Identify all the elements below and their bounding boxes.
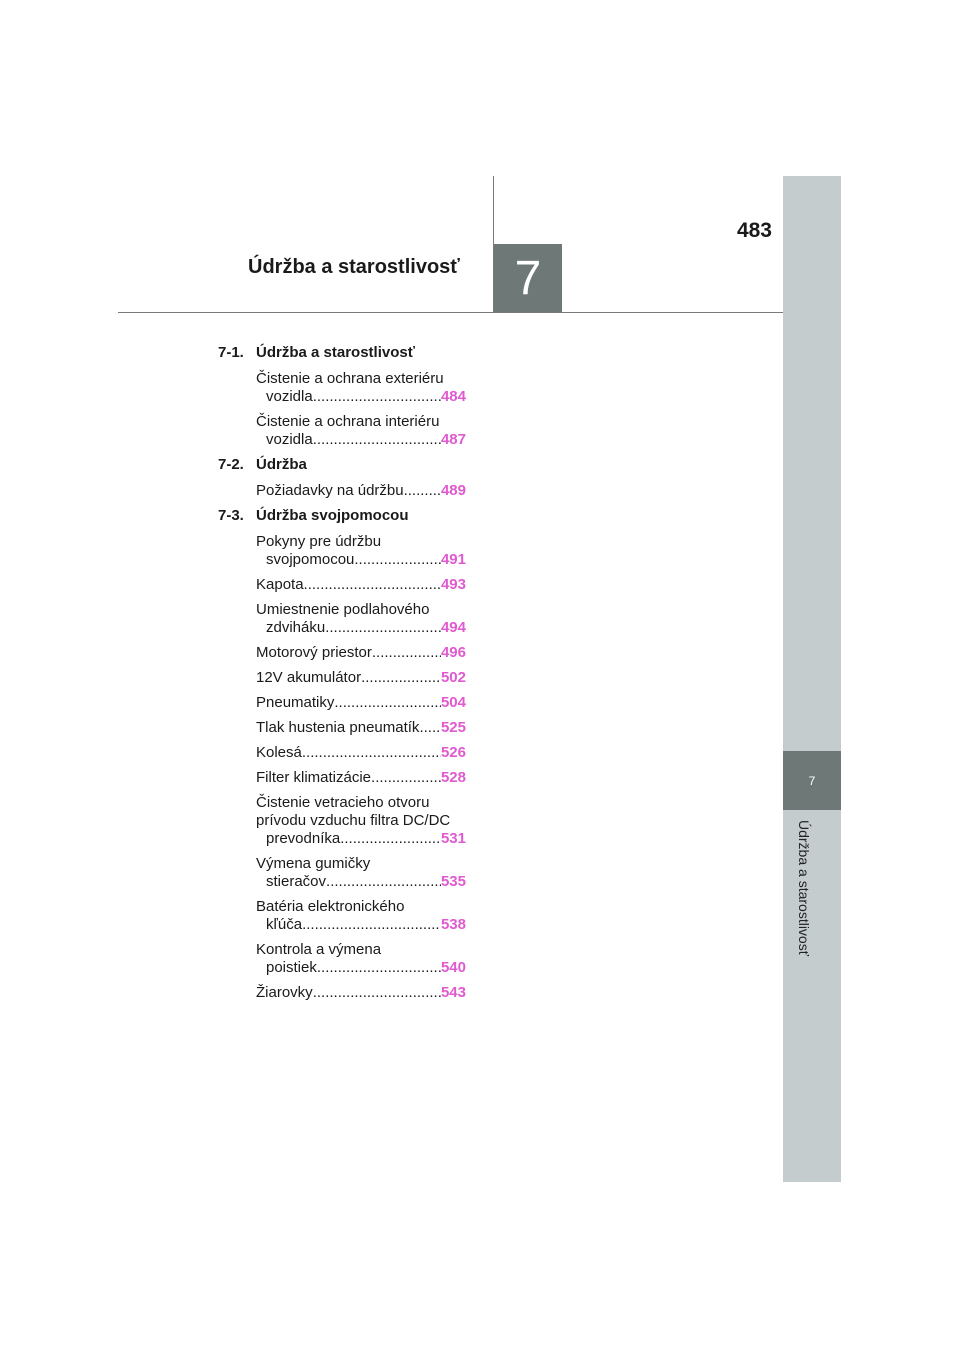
- toc-entry[interactable]: [256, 855, 466, 891]
- toc-entry[interactable]: [256, 370, 466, 406]
- toc-entry[interactable]: [256, 533, 466, 569]
- dot-leader: [313, 984, 441, 1002]
- entry-leader-line: [256, 694, 466, 712]
- entry-leader-line: [266, 551, 466, 569]
- page-number: 483: [736, 219, 772, 242]
- entry-text-line: Kontrola a výmena: [256, 941, 382, 958]
- entry-leader-line: [256, 744, 466, 762]
- toc-entry[interactable]: [256, 413, 466, 449]
- header-rule: [118, 312, 783, 313]
- entry-text-line: Požiadavky na údržbu: [256, 482, 404, 499]
- dot-leader: [334, 694, 441, 712]
- entry-text-line: Pneumatiky: [256, 694, 335, 711]
- entry-text-line: Čistenie a ochrana exteriéru: [256, 370, 444, 387]
- entry-page-link[interactable]: 504: [440, 694, 466, 711]
- toc-entry[interactable]: [256, 644, 466, 662]
- dot-leader: [313, 388, 441, 406]
- entry-text-line: Motorový priestor: [256, 644, 372, 661]
- dot-leader: [372, 644, 441, 662]
- entry-text-line: Výmena gumičky: [256, 855, 371, 872]
- entry-page-link[interactable]: 487: [440, 431, 466, 448]
- entry-text-line: Čistenie a ochrana interiéru: [256, 413, 440, 430]
- section-title: Údržba a starostlivosť: [256, 344, 415, 361]
- entry-text-line: Čistenie vetracieho otvoru: [256, 794, 430, 811]
- side-tab-number[interactable]: 7: [783, 751, 841, 810]
- dot-leader: [302, 744, 441, 762]
- toc-entry[interactable]: [256, 576, 466, 594]
- entry-page-link[interactable]: 491: [440, 551, 466, 568]
- dot-leader: [419, 719, 441, 737]
- dot-leader: [404, 482, 441, 500]
- toc-section-heading: [218, 507, 466, 525]
- entry-text-line: svojpomocou: [266, 551, 355, 568]
- entry-text-line: Kapota: [256, 576, 304, 593]
- entry-leader-line: [256, 984, 466, 1002]
- entry-text-line: poistiek: [266, 959, 317, 976]
- entry-text-line: prevodníka: [266, 830, 341, 847]
- entry-leader-line: [266, 916, 466, 934]
- entry-text-line: stieračov: [266, 873, 327, 890]
- entry-leader-line: [266, 959, 466, 977]
- entry-leader-line: [256, 669, 466, 687]
- entry-text-line: Pokyny pre údržbu: [256, 533, 382, 550]
- entry-page-link[interactable]: 494: [440, 619, 466, 636]
- entry-leader-line: [266, 431, 466, 449]
- entry-leader-line: [256, 576, 466, 594]
- dot-leader: [313, 431, 441, 449]
- entry-text-line: Kolesá: [256, 744, 302, 761]
- entry-page-link[interactable]: 535: [440, 873, 466, 890]
- entry-page-link[interactable]: 540: [440, 959, 466, 976]
- entry-page-link[interactable]: 531: [440, 830, 466, 847]
- side-strip: [783, 176, 841, 1182]
- section-number: 7-2.: [218, 456, 244, 473]
- dot-leader: [304, 576, 441, 594]
- dot-leader: [361, 669, 441, 687]
- toc-entry[interactable]: [256, 941, 466, 977]
- chapter-title: Údržba a starostlivosť: [248, 256, 460, 278]
- section-number: 7-1.: [218, 344, 244, 361]
- entry-text-line: Umiestnenie podlahového: [256, 601, 430, 618]
- dot-leader: [340, 830, 441, 848]
- toc-entry[interactable]: [256, 769, 466, 787]
- entry-text-line: 12V akumulátor: [256, 669, 362, 686]
- toc-entry[interactable]: [256, 794, 466, 848]
- entry-leader-line: [256, 719, 466, 737]
- toc-entry[interactable]: [256, 898, 466, 934]
- entry-leader-line: [266, 873, 466, 891]
- toc-entry[interactable]: [256, 669, 466, 687]
- dot-leader: [302, 916, 441, 934]
- entry-text-line: vozidla: [266, 431, 313, 448]
- entry-text-line: Batéria elektronického: [256, 898, 405, 915]
- toc-entry[interactable]: [256, 744, 466, 762]
- toc-entry[interactable]: [256, 482, 466, 500]
- section-title: Údržba: [256, 456, 307, 473]
- entry-text-line: kľúča: [266, 916, 303, 933]
- chapter-number-box: 7: [494, 244, 562, 312]
- toc-entry[interactable]: [256, 719, 466, 737]
- section-title: Údržba svojpomocou: [256, 507, 409, 524]
- entry-page-link[interactable]: 484: [440, 388, 466, 405]
- entry-leader-line: [256, 769, 466, 787]
- entry-leader-line: [256, 644, 466, 662]
- toc-entry[interactable]: [256, 601, 466, 637]
- toc-entry[interactable]: [256, 694, 466, 712]
- entry-text-line: Filter klimatizácie: [256, 769, 372, 786]
- entry-text-line: Tlak hustenia pneumatík: [256, 719, 420, 736]
- toc-section-heading: [218, 344, 466, 362]
- entry-text-line: Žiarovky: [256, 984, 313, 1001]
- entry-page-link[interactable]: 525: [440, 719, 466, 736]
- entry-page-link[interactable]: 528: [440, 769, 466, 786]
- dot-leader: [317, 959, 441, 977]
- entry-page-link[interactable]: 496: [440, 644, 466, 661]
- entry-page-link[interactable]: 489: [440, 482, 466, 499]
- entry-text-line: zdviháku: [266, 619, 326, 636]
- toc-section-heading: [218, 456, 466, 474]
- entry-text-line: prívodu vzduchu filtra DC/DC: [256, 812, 451, 829]
- entry-page-link[interactable]: 538: [440, 916, 466, 933]
- toc-entry[interactable]: [256, 984, 466, 1002]
- entry-leader-line: [266, 388, 466, 406]
- entry-page-link[interactable]: 502: [440, 669, 466, 686]
- dot-leader: [326, 873, 441, 891]
- section-number: 7-3.: [218, 507, 244, 524]
- entry-page-link[interactable]: 543: [440, 984, 466, 1001]
- entry-leader-line: [266, 619, 466, 637]
- entry-leader-line: [256, 482, 466, 500]
- dot-leader: [371, 769, 441, 787]
- dot-leader: [325, 619, 441, 637]
- side-tab-label: Údržba a starostlivosť: [796, 820, 812, 956]
- entry-page-link[interactable]: 493: [440, 576, 466, 593]
- dot-leader: [354, 551, 441, 569]
- entry-text-line: vozidla: [266, 388, 313, 405]
- entry-page-link[interactable]: 526: [440, 744, 466, 761]
- table-of-contents: [218, 344, 466, 1009]
- entry-leader-line: [266, 830, 466, 848]
